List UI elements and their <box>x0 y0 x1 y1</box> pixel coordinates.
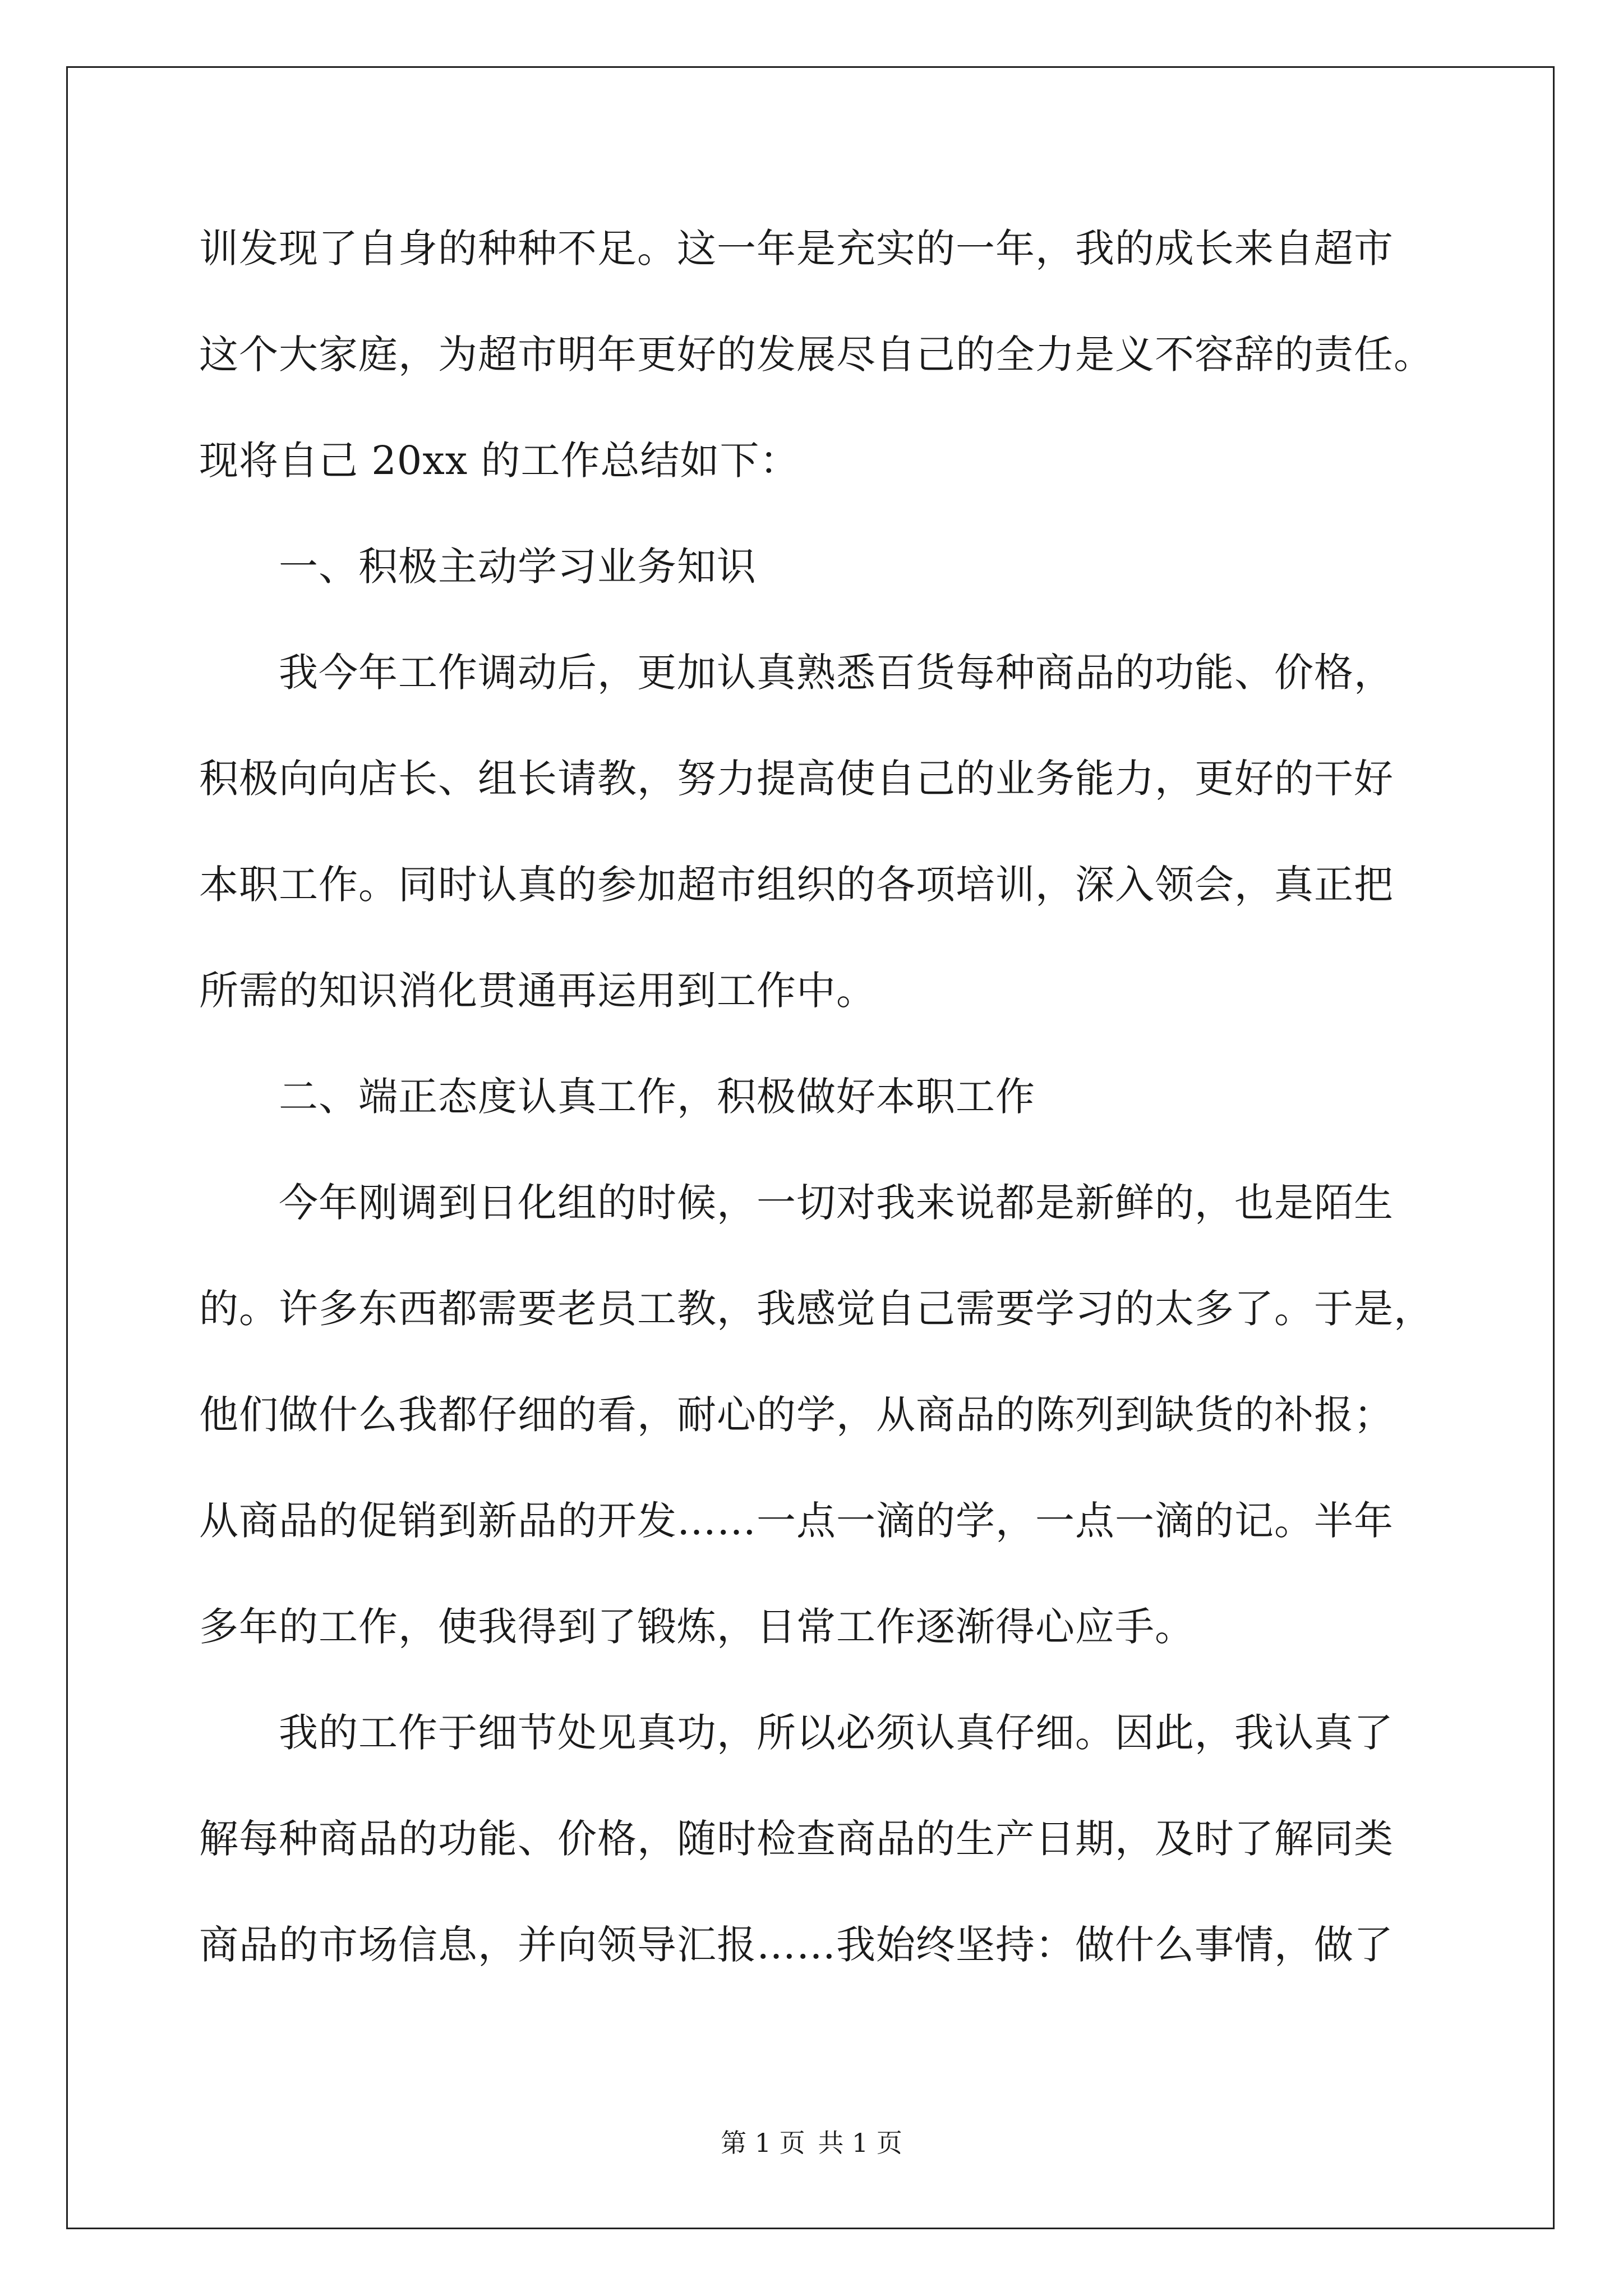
text-line: 所需的知识消化贯通再运用到工作中。 <box>199 968 876 1014</box>
text-line: 训发现了自身的种种不足。这一年是充实的一年，我的成长来自超市 <box>199 226 1394 272</box>
text-line: 从商品的促销到新品的开发……一点一滴的学，一点一滴的记。半年 <box>199 1498 1394 1544</box>
text-line: 的。许多东西都需要老员工教，我感觉自己需要学习的太多了。于是， <box>199 1286 1433 1332</box>
page-total: 共 1 页 <box>818 2128 902 2158</box>
section-heading: 二、端正态度认真工作，积极做好本职工作 <box>199 1074 1035 1120</box>
text-line: 我今年工作调动后，更加认真熟悉百货每种商品的功能、价格， <box>199 650 1394 696</box>
page-number: 第 1 页 <box>721 2128 805 2158</box>
text-line: 他们做什么我都仔细的看，耐心的学，从商品的陈列到缺货的补报； <box>199 1392 1394 1438</box>
text-line: 这个大家庭，为超市明年更好的发展尽自己的全力是义不容辞的责任。 <box>199 332 1433 378</box>
text-line: 今年刚调到日化组的时候，一切对我来说都是新鲜的，也是陌生 <box>199 1180 1394 1226</box>
text-line: 我的工作于细节处见真功，所以必须认真仔细。因此，我认真了 <box>199 1710 1394 1756</box>
text-line: 积极向向店长、组长请教，努力提高使自己的业务能力，更好的干好 <box>199 756 1394 802</box>
text-line: 解每种商品的功能、价格，随时检查商品的生产日期，及时了解同类 <box>199 1816 1394 1862</box>
page-footer <box>0 2126 1623 2160</box>
page-border <box>66 66 1555 2229</box>
text-line: 商品的市场信息，并向领导汇报……我始终坚持：做什么事情，做了 <box>199 1922 1394 1968</box>
text-line: 多年的工作，使我得到了锻炼，日常工作逐渐得心应手。 <box>199 1604 1195 1650</box>
text-line: 现将自己 20xx 的工作总结如下： <box>199 438 800 484</box>
section-heading: 一、积极主动学习业务知识 <box>199 544 757 590</box>
text-line: 本职工作。同时认真的参加超市组织的各项培训，深入领会，真正把 <box>199 862 1394 908</box>
